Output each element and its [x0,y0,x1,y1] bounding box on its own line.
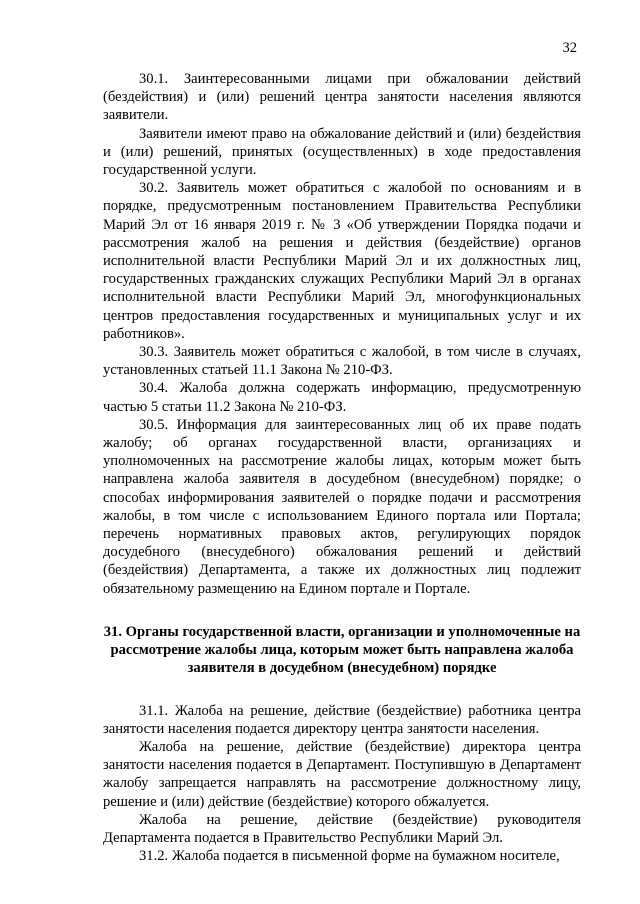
paragraph-30-5: 30.5. Информация для заинтересованных лиц об их праве подать жалобу; об органах государственной власти, организациях и уполномоченных на рассмотрение жалобы лицах, которым может быть направлена жалоба заявителя в досудебном (внесудебном) порядке; о способах информирования заявителей о порядке подачи и рассмотрения жалобы, в том числе с использованием Единого портала или Портала; перечень нормативных правовых актов, регулирующих порядок досудебного (внесудебного) обжалования решений и действий (бездействия) Департамента, а также их должностных лиц подлежит обязательному размещению на Едином портале и Портале. [103,416,581,597]
paragraph-31-2: 31.2. Жалоба подается в письменной форме на бумажном носителе, [139,848,560,865]
paragraph-31-1-director: Жалоба на решение, действие (бездействие) директора центра занятости населения подается в Департамент. Поступившую в Департамент жалобу запрещается направлять на рассмотрение должностному лицу, решение и (или) действие (бездействие) которого обжалуется. [103,738,581,810]
page-number: 32 [562,40,577,56]
paragraph-30-3: 30.3. Заявитель может обратиться с жалобой, в том числе в случаях, установленных статьей 11.1 Закона № 210-ФЗ. [103,344,581,379]
paragraph-30-1-cont: Заявители имеют право на обжалование действий и (или) бездействия и (или) решений, принятых (осуществленных) в ходе предоставления государственной услуги. [103,125,581,179]
section-heading-31: 31. Органы государственной власти, организации и уполномоченные на рассмотрение жалобы лица, которым может быть направлена жалоба заявителя в досудебном (внесудебном) порядке [103,623,581,677]
paragraph-30-4: 30.4. Жалоба должна содержать информацию, предусмотренную частью 5 статьи 11.2 Закона № 210-ФЗ. [103,380,581,415]
paragraph-30-2: 30.2. Заявитель может обратиться с жалобой по основаниям и в порядке, предусмотренным постановлением Правительства Республики Марий Эл от 16 января 2019 г. № 3 «Об утверждении Порядка подачи и рассмотрения жалоб на решения и действия (бездействие) органов исполнительной власти Республики Марий Эл и их должностных лиц, государственных гражданских служащих Республики Марий Эл в органах исполнительной власти Республики Марий Эл, многофункциональных центров предоставления государственных и муниципальных услуг и их работников». [103,180,581,342]
paragraph-31-1-head: Жалоба на решение, действие (бездействие) руководителя Департамента подается в Правительство Республики Марий Эл. [103,811,581,846]
paragraph-31-1: 31.1. Жалоба на решение, действие (бездействие) работника центра занятости населения подается директору центра занятости населения. [103,702,581,737]
document-body [103,70,581,865]
paragraph-30-1: 30.1. Заинтересованными лицами при обжаловании действий (бездействия) и (или) решений центра занятости населения являются заявители. [103,71,581,124]
